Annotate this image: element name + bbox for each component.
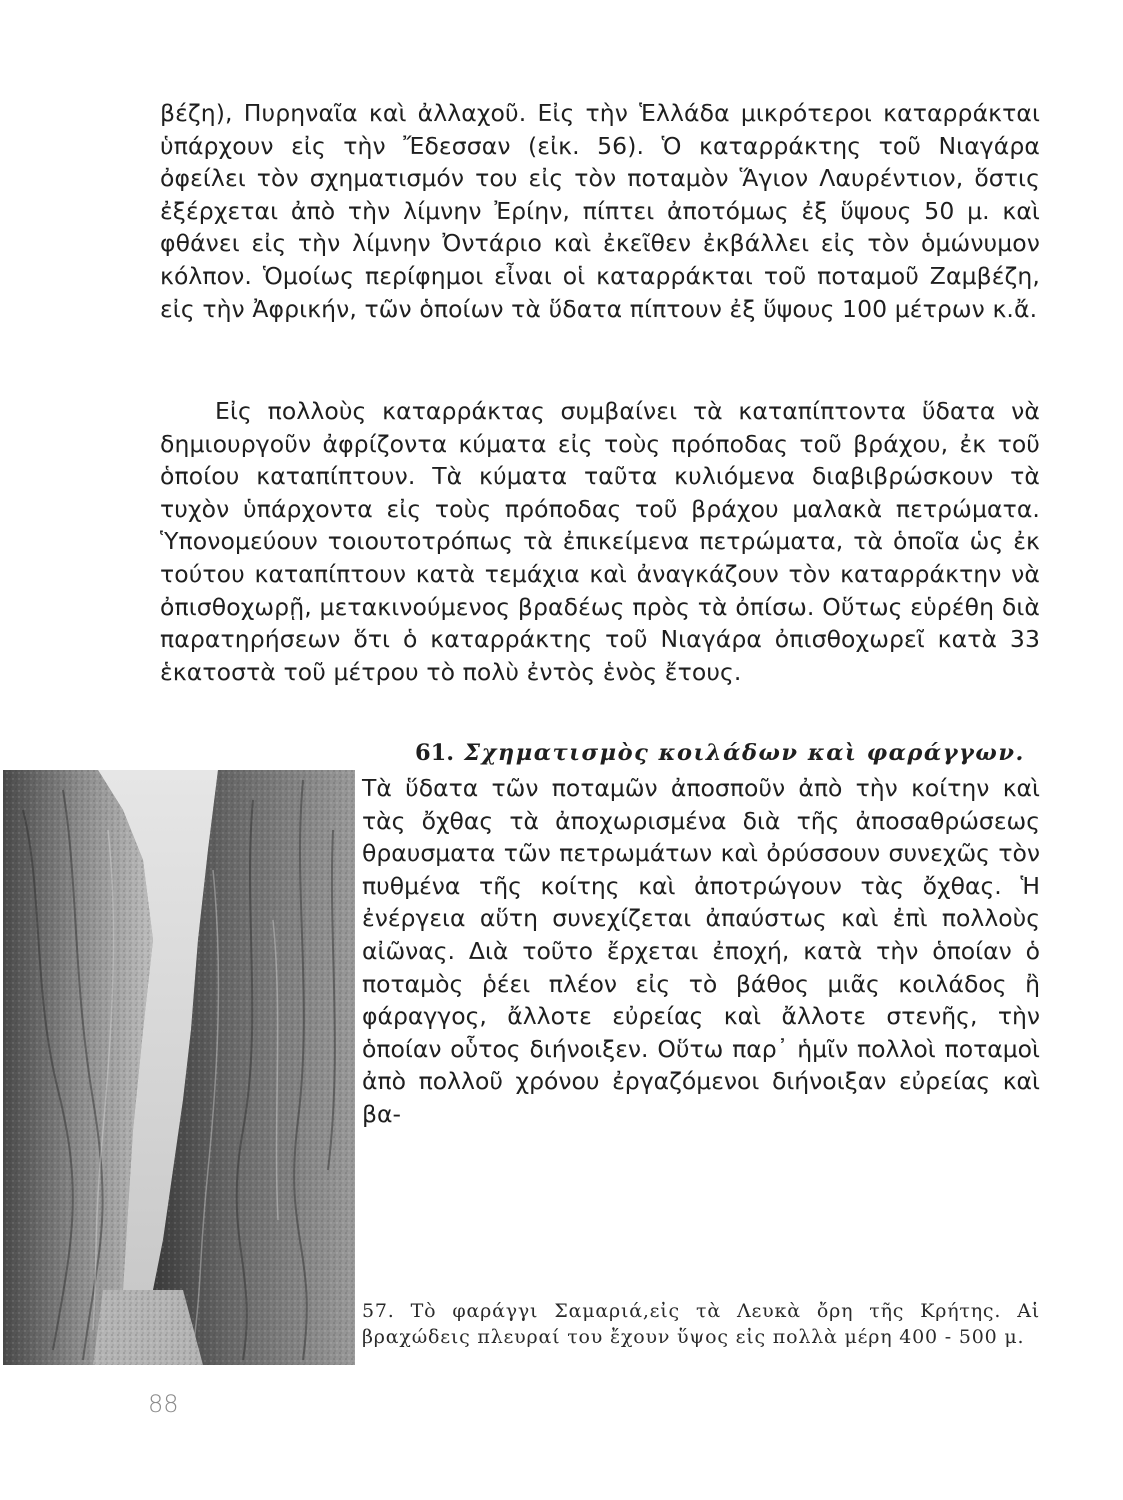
section-heading bbox=[415, 737, 1040, 769]
section-body: Τὰ ὕδατα τῶν ποταμῶν ἀποσποῦν ἀπὸ τὴν κοίτην καὶ τὰς ὄχθας τὰ ἀποχωρισμένα διὰ τῆς ἀποσαθρώσεως θραυσματα τῶν πετρωμάτων καὶ ὀρύσσουν συνεχῶς τὸν πυθμένα τῆς κοίτης καὶ ἀποτρώγουν τὰς ὄχθας. Ἡ ἐνέργεια αὕτη συνεχίζεται ἀπαύστως καὶ ἐπὶ πολλοὺς αἰῶνας. Διὰ τοῦτο ἔρχεται ἐποχή, κατὰ τὴν ὁποίαν ὁ ποταμὸς ῥέει πλέον εἰς τὸ βάθος μιᾶς κοιλάδος ἢ φάραγγος, ἄλλοτε εὐρείας καὶ ἄλλοτε στενῆς, τὴν ὁποίαν οὗτος διήνοιξεν. Οὕτω παρ᾽ ἡμῖν πολλοὶ ποταμοὶ ἀπὸ πολλοῦ χρόνου ἐργαζόμενοι διήνοιξαν εὐρείας καὶ βα- bbox=[362, 774, 1040, 1128]
figure-caption: 57. Τὸ φαράγγι Σαμαριά,εἰς τὰ Λευκὰ ὄρη τῆς Κρήτης. Αἱ βραχώδεις πλευραί του ἔχουν ὕψος εἰς πολλὰ μέρη 400 - 500 μ. bbox=[362, 1300, 1040, 1348]
section-number: 61. bbox=[415, 740, 455, 766]
gorge-photo bbox=[3, 770, 355, 1365]
paragraph-erosion: Εἰς πολλοὺς καταρράκτας συμβαίνει τὰ καταπίπτοντα ὕδατα νὰ δημιουργοῦν ἀφρίζοντα κύματα εἰς τοὺς πρόποδας τοῦ βράχου, ἐκ τοῦ ὁποίου καταπίπτουν. Τὰ κύματα ταῦτα κυλιόμενα διαβιβρώσκουν τὰ τυχὸν ὑπάρχοντα εἰς τοὺς πρόποδας τοῦ βράχου μαλακὰ πετρώματα. Ὑπονομεύουν τοιουτοτρόπως τὰ ἐπικείμενα πετρώματα, τὰ ὁποῖα ὡς ἐκ τούτου καταπίπτουν κατὰ τεμάχια καὶ ἀναγκάζουν τὸν καταρράκτην νὰ ὀπισθοχωρῇ, μετακινούμενος βραδέως πρὸς τὰ ὀπίσω. Οὕτως εὑρέθη διὰ παρατηρήσεων ὅτι ὁ καταρράκτης τοῦ Νιαγάρα ὀπισθοχωρεῖ κατὰ 33 ἑκατοστὰ τοῦ μέτρου τὸ πολὺ ἐντὸς ἑνὸς ἔτους. bbox=[160, 397, 1040, 686]
paragraph-waterfalls: βέζη), Πυρηναῖα καὶ ἀλλαχοῦ. Εἰς τὴν Ἑλλάδα μικρότεροι καταρράκται ὑπάρχουν εἰς τὴν Ἔδεσσαν (εἰκ. 56). Ὁ καταρράκτης τοῦ Νιαγάρα ὀφείλει τὸν σχηματισμόν του εἰς τὸν ποταμὸν Ἅγιον Λαυρέντιον, ὅστις ἐξέρχεται ἀπὸ τὴν λίμνην Ἐρίην, πίπτει ἀποτόμως ἐξ ὕψους 50 μ. καὶ φθάνει εἰς τὴν λίμνην Ὀντάριο καὶ ἐκεῖθεν ἐκβάλλει εἰς τὸν ὁμώνυμον κόλπον. Ὁμοίως περίφημοι εἶναι οἱ καταρράκται τοῦ ποταμοῦ Ζαμβέζη, εἰς τὴν Ἀφρικήν, τῶν ὁποίων τὰ ὕδατα πίπτουν ἐξ ὕψους 100 μέτρων κ.ἄ. bbox=[160, 99, 1040, 323]
section-title: Σχηματισμὸς κοιλάδων καὶ φαράγγων. bbox=[464, 740, 1025, 766]
page-number: 88 bbox=[148, 1390, 179, 1418]
